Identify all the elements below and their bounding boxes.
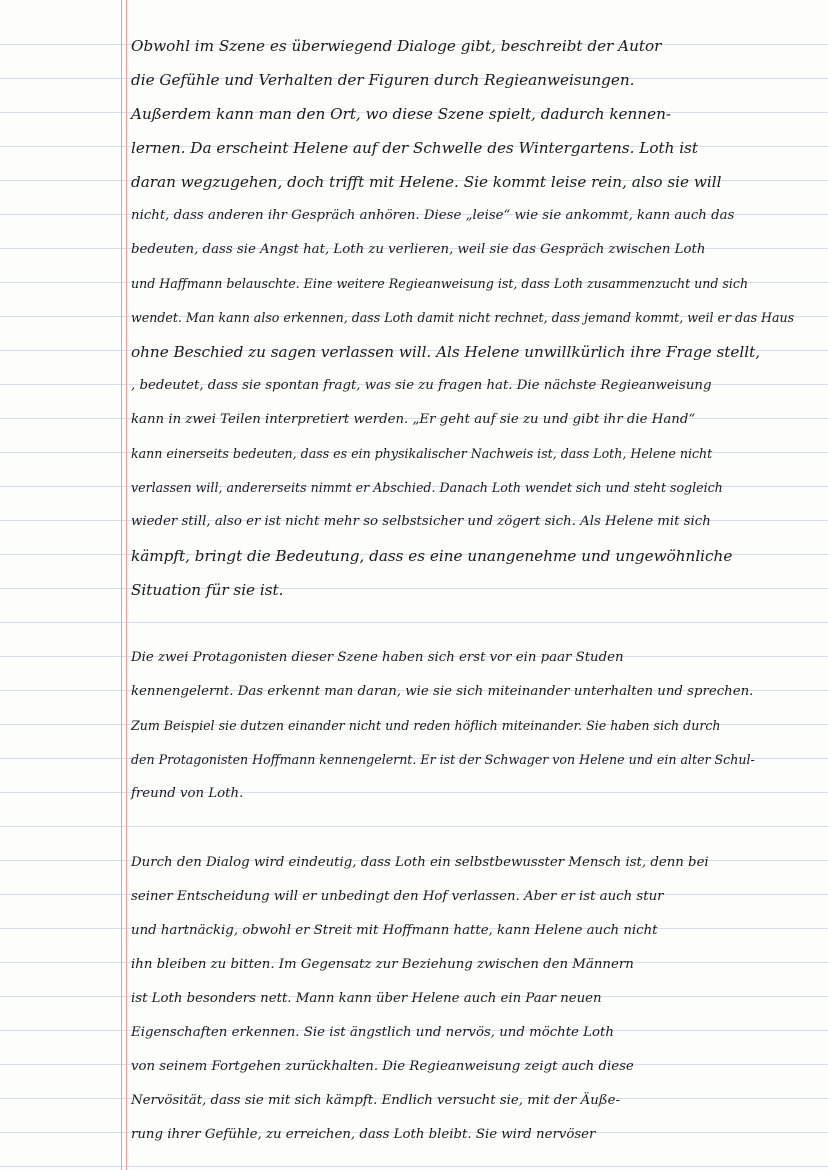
text-line: ohne Beschied zu sagen verlassen will. Als Helene unwillkürlich ihre Frage stellt,: [131, 343, 761, 361]
text-line: , bedeutet, dass sie spontan fragt, was sie zu fragen hat. Die nächste Regieanweisung: [131, 378, 712, 393]
text-line: daran wegzugehen, doch trifft mit Helene. Sie kommt leise rein, also sie will: [131, 173, 722, 191]
text-line: die Gefühle und Verhalten der Figuren durch Regieanweisungen.: [131, 71, 635, 89]
text-line: Zum Beispiel sie dutzen einander nicht und reden höflich miteinander. Sie haben sich durch: [131, 718, 721, 733]
text-line: kennengelernt. Das erkennt man daran, wie sie sich miteinander unterhalten und sprechen.: [131, 684, 754, 699]
text-line: kämpft, bringt die Bedeutung, dass es eine unangenehme und ungewöhnliche: [131, 547, 733, 565]
text-line: Durch den Dialog wird eindeutig, dass Loth ein selbstbewusster Mensch ist, denn bei: [131, 855, 709, 870]
text-line: Außerdem kann man den Ort, wo diese Szene spielt, dadurch kennen-: [131, 105, 672, 123]
text-line: ist Loth besonders nett. Mann kann über Helene auch ein Paar neuen: [131, 991, 602, 1006]
text-line: Die zwei Protagonisten dieser Szene haben sich erst vor ein paar Studen: [131, 650, 624, 665]
text-line: lernen. Da erscheint Helene auf der Schwelle des Wintergartens. Loth ist: [131, 139, 698, 157]
text-line: bedeuten, dass sie Angst hat, Loth zu verlieren, weil sie das Gespräch zwischen Loth: [131, 242, 706, 257]
text-line: wendet. Man kann also erkennen, dass Loth damit nicht rechnet, dass jemand kommt, weil er das Haus: [131, 310, 795, 325]
text-line: rung ihrer Gefühle, zu erreichen, dass Loth bleibt. Sie wird nervöser: [131, 1127, 596, 1142]
margin-line-left: [121, 0, 122, 1170]
paragraph-regieanweisungen: [131, 29, 821, 607]
text-line: und hartnäckig, obwohl er Streit mit Hoffmann hatte, kann Helene auch nicht: [131, 923, 658, 938]
text-line: kann einerseits bedeuten, dass es ein physikalischer Nachweis ist, dass Loth, Helene nicht: [131, 446, 713, 461]
text-line: Obwohl im Szene es überwiegend Dialoge gibt, beschreibt der Autor: [131, 37, 662, 55]
text-line: kann in zwei Teilen interpretiert werden. „Er geht auf sie zu und gibt ihr die Hand“: [131, 412, 696, 427]
text-line: Situation für sie ist.: [131, 581, 284, 599]
paragraph-protagonisten: [131, 641, 821, 811]
text-line: wieder still, also er ist nicht mehr so selbstsicher und zögert sich. Als Helene mit sich: [131, 514, 711, 529]
margin-line-right: [126, 0, 127, 1170]
text-line: ihn bleiben zu bitten. Im Gegensatz zur Beziehung zwischen den Männern: [131, 957, 634, 972]
text-line: verlassen will, andererseits nimmt er Abschied. Danach Loth wendet sich und steht sogleich: [131, 480, 723, 495]
text-line: Eigenschaften erkennen. Sie ist ängstlich und nervös, und möchte Loth: [131, 1025, 614, 1040]
text-line: von seinem Fortgehen zurückhalten. Die Regieanweisung zeigt auch diese: [131, 1059, 634, 1074]
text-line: und Haffmann belauschte. Eine weitere Regieanweisung ist, dass Loth zusammenzucht und sich: [131, 276, 749, 291]
text-line: seiner Entscheidung will er unbedingt den Hof verlassen. Aber er ist auch stur: [131, 889, 664, 904]
text-line: freund von Loth.: [131, 786, 244, 801]
text-line: nicht, dass anderen ihr Gespräch anhören. Diese „leise“ wie sie ankommt, kann auch das: [131, 208, 735, 223]
text-line: Nervösität, dass sie mit sich kämpft. Endlich versucht sie, mit der Äuße-: [131, 1093, 621, 1108]
text-line: den Protagonisten Hoffmann kennengelernt. Er ist der Schwager von Helene und ein alter Schul-: [131, 752, 755, 767]
paragraph-dialog: [131, 846, 821, 1152]
